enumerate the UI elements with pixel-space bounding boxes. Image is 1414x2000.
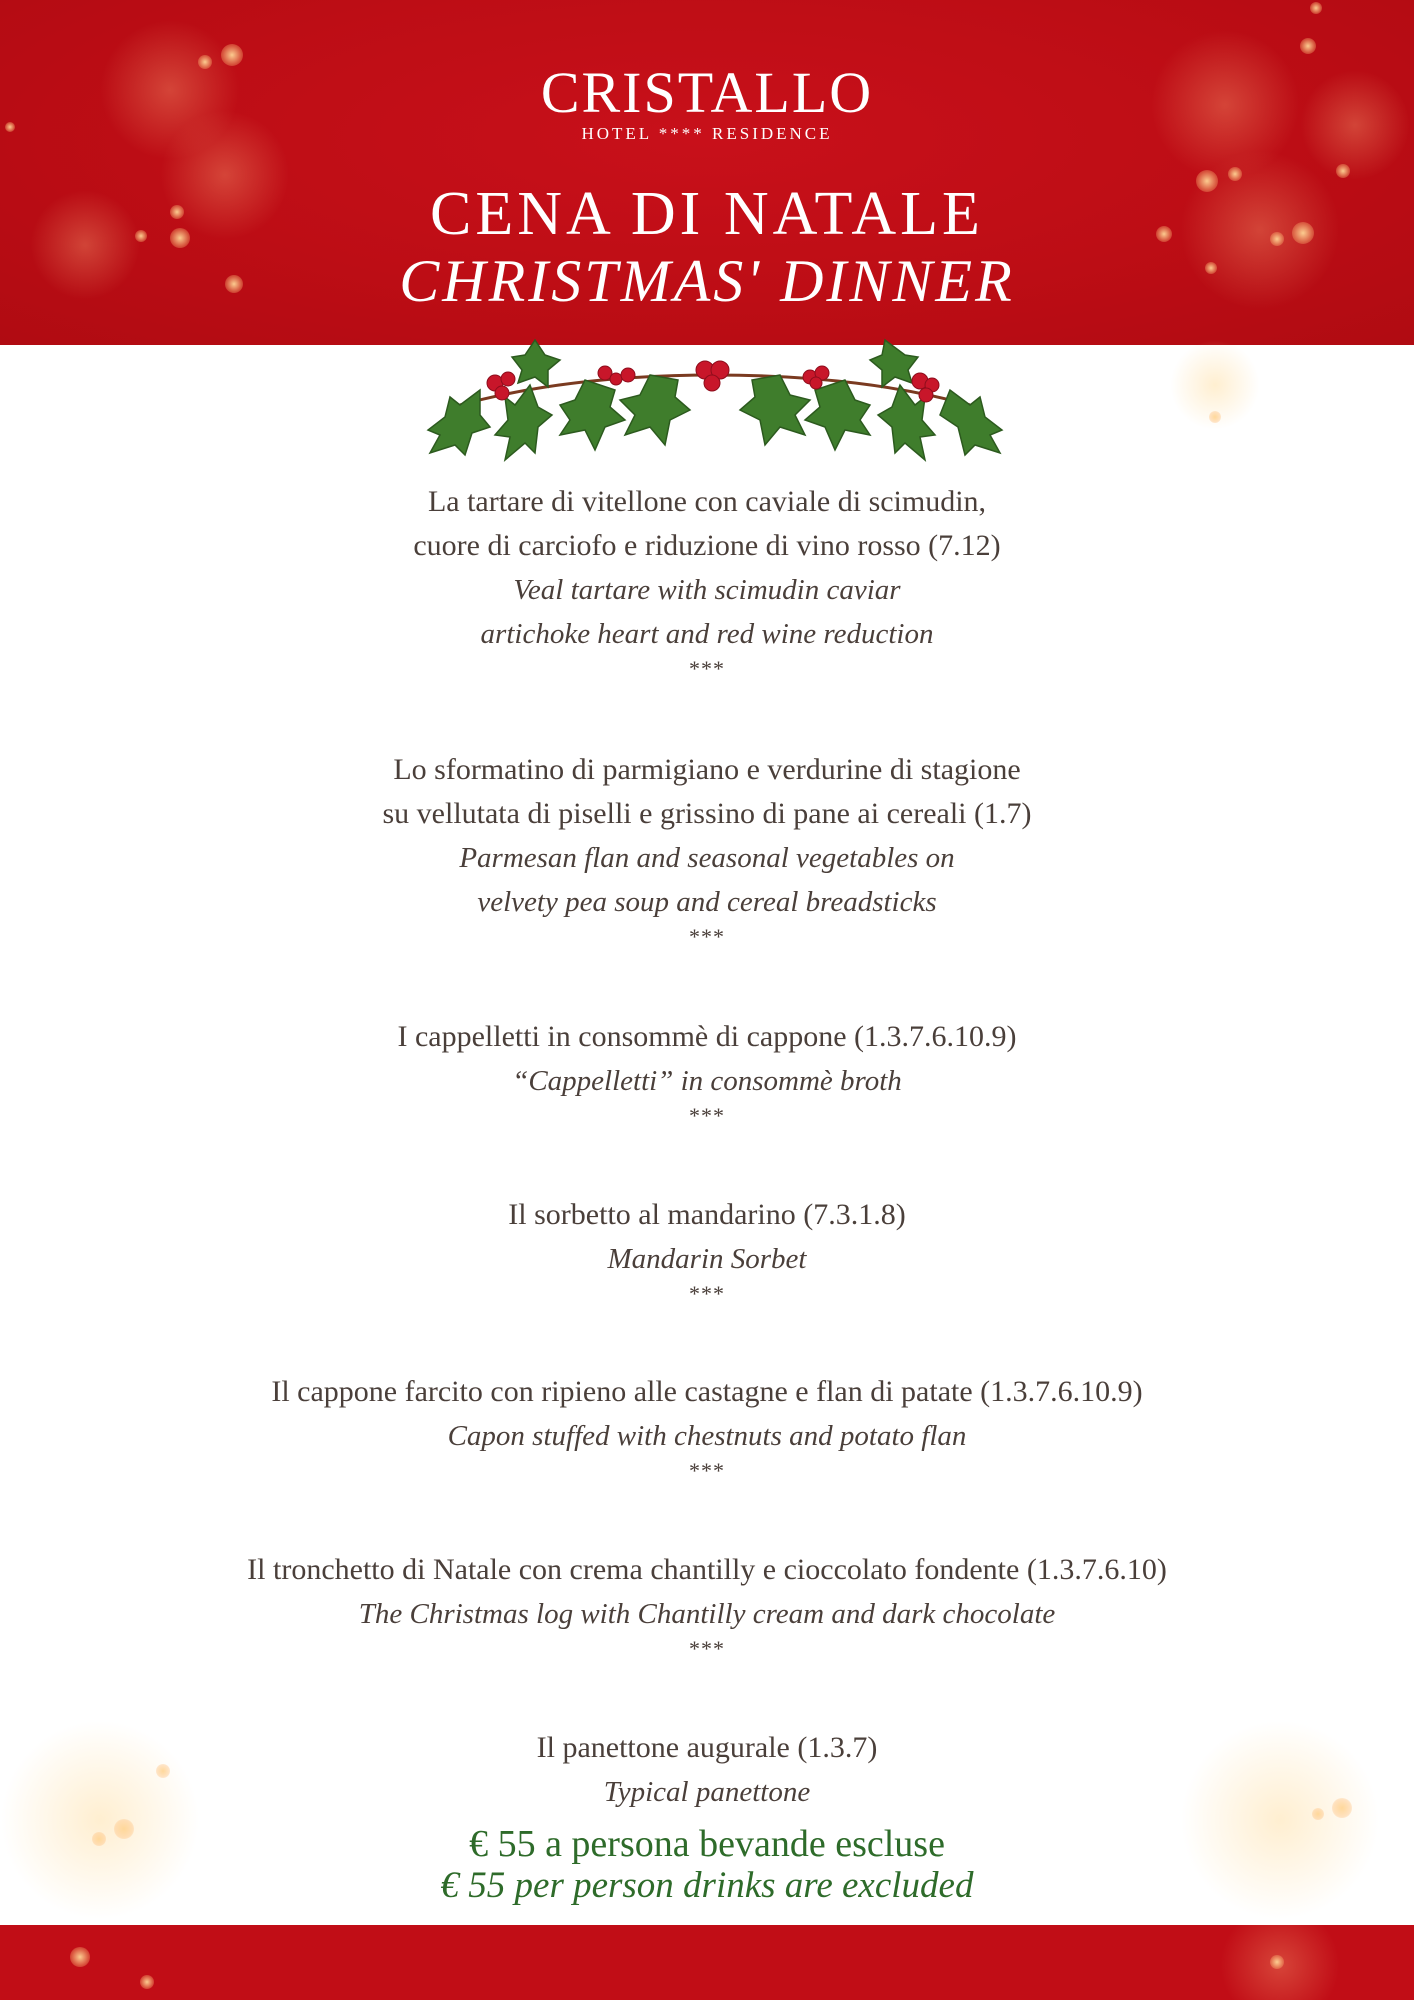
course-item	[0, 480, 1414, 682]
course-separator: ***	[689, 1636, 725, 1661]
course-name-italian: Il sorbetto al mandarino (7.3.1.8)	[508, 1198, 906, 1231]
logo-name: CRISTALLO	[540, 60, 874, 125]
course-item	[0, 1193, 1414, 1307]
course-name-english: artichoke heart and red wine reduction	[480, 618, 934, 650]
course-name-english: velvety pea soup and cereal breadsticks	[477, 886, 937, 918]
course-separator: ***	[689, 1281, 725, 1306]
course-name-italian: I cappelletti in consommè di cappone (1.3.7.6.10.9)	[397, 1020, 1017, 1053]
course-name-english: Typical panettone	[603, 1776, 811, 1808]
course-item	[0, 1726, 1414, 1814]
menu-title-english: CHRISTMAS' DINNER	[399, 248, 1015, 314]
course-name-italian: Il cappone farcito con ripieno alle castagne e flan di patate (1.3.7.6.10.9)	[271, 1375, 1143, 1408]
course-separator: ***	[689, 1103, 725, 1128]
course-separator: ***	[689, 1458, 725, 1483]
course-item	[0, 748, 1414, 950]
header-banner	[0, 0, 1414, 345]
course-name-english: Capon stuffed with chestnuts and potato flan	[447, 1420, 967, 1452]
course-item	[0, 1548, 1414, 1662]
course-name-italian: Lo sformatino di parmigiano e verdurine di stagione	[393, 753, 1021, 786]
course-name-english: Parmesan flan and seasonal vegetables on	[459, 842, 955, 874]
course-name-italian: Il panettone augurale (1.3.7)	[536, 1731, 878, 1764]
price-english: € 55 per person drinks are excluded	[440, 1865, 974, 1906]
course-name-english: “Cappelletti” in consommè broth	[512, 1065, 902, 1097]
course-separator: ***	[689, 656, 725, 681]
course-name-italian: cuore di carciofo e riduzione di vino rosso (7.12)	[413, 529, 1001, 562]
course-separator: ***	[689, 924, 725, 949]
logo-subtitle: HOTEL **** RESIDENCE	[581, 124, 833, 143]
course-name-italian: La tartare di vitellone con caviale di scimudin,	[427, 485, 987, 518]
price-italian: € 55 a persona bevande escluse	[469, 1823, 945, 1865]
hotel-logo	[0, 62, 1414, 144]
course-item	[0, 1370, 1414, 1484]
menu-title-italian: CENA DI NATALE	[430, 180, 984, 248]
holly-branch-icon	[420, 335, 1010, 465]
course-name-english: The Christmas log with Chantilly cream and dark chocolate	[358, 1598, 1056, 1630]
bokeh-light	[1209, 411, 1221, 423]
course-item	[0, 1015, 1414, 1129]
footer-banner	[0, 1925, 1414, 2000]
course-name-english: Veal tartare with scimudin caviar	[513, 574, 901, 606]
course-name-italian: su vellutata di piselli e grissino di pane ai cereali (1.7)	[382, 797, 1032, 830]
course-name-english: Mandarin Sorbet	[607, 1243, 807, 1275]
course-name-italian: Il tronchetto di Natale con crema chantilly e cioccolato fondente (1.3.7.6.10)	[247, 1553, 1167, 1586]
